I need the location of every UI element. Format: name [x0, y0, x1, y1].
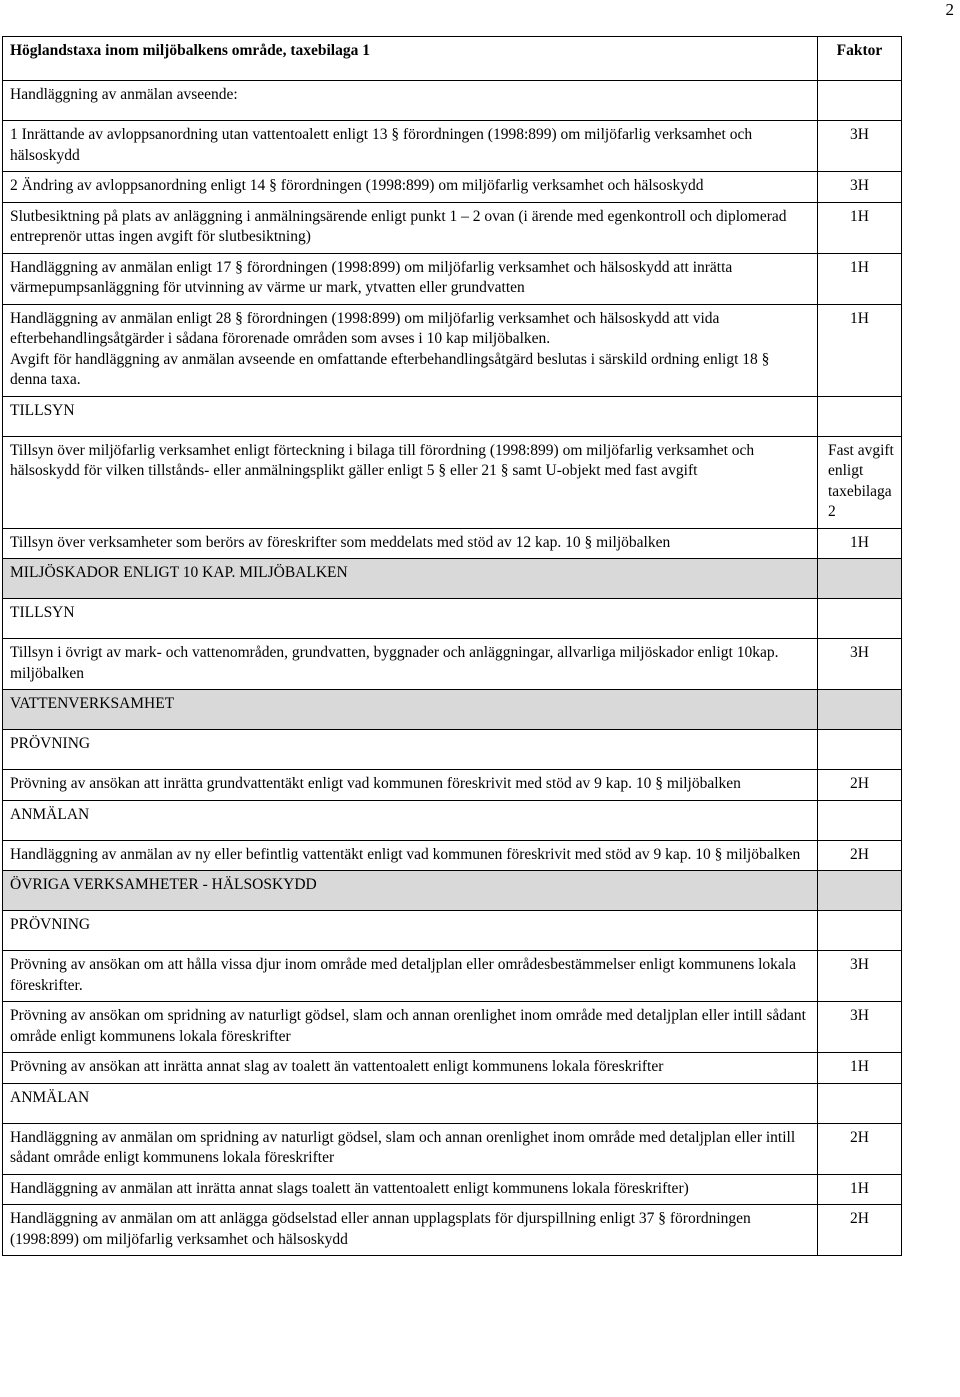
subheading-row: [3, 1083, 902, 1123]
table-row: [3, 1174, 902, 1205]
row-description: [3, 1205, 818, 1256]
row-factor: 3H: [818, 639, 902, 690]
row-text: ANMÄLAN: [10, 1088, 90, 1106]
section-heading: [3, 599, 818, 639]
section-heading: [3, 871, 818, 911]
row-text: Handläggning av anmälan av ny eller befintlig vattentäkt enligt vad kommunen föreskrivit med stöd av 9 kap. 10 § miljöbalken: [10, 845, 801, 863]
section-heading: [3, 911, 818, 951]
section-heading: [3, 690, 818, 730]
row-factor: [818, 81, 902, 121]
table-row: [3, 1205, 902, 1256]
subheading-row: [3, 599, 902, 639]
row-description: [3, 1174, 818, 1205]
fee-table-body: [3, 81, 902, 1256]
row-text: VATTENVERKSAMHET: [10, 695, 175, 712]
row-factor: 2H: [818, 840, 902, 871]
subheading-row: [3, 800, 902, 840]
section-heading-row: [3, 690, 902, 730]
row-text: Tillsyn över miljöfarlig verksamhet enligt förteckning i bilaga till förordning (1998:899) om miljöfarlig verksamhet och hälsoskydd för vilken tillstånds- eller anmälningsplikt gäller enligt 5 § eller 21 § samt U-objekt med fast avgift: [10, 441, 755, 479]
row-text: PRÖVNING: [10, 735, 91, 752]
section-heading-row: [3, 871, 902, 911]
fee-table: [2, 36, 902, 1256]
row-text: 2 Ändring av avloppsanordning enligt 14 § förordningen (1998:899) om miljöfarlig verksamhet och hälsoskydd: [10, 177, 704, 194]
row-text: ANMÄLAN: [10, 805, 90, 823]
row-description: [3, 202, 818, 253]
row-factor: [818, 800, 902, 840]
row-factor: [818, 871, 902, 911]
row-factor: [818, 559, 902, 599]
subheading-row: [3, 396, 902, 436]
row-text: Prövning av ansökan att inrätta grundvattentäkt enligt vad kommunen föreskrivit med stöd av 9 kap. 10 § miljöbalken: [10, 775, 741, 792]
table-row: [3, 202, 902, 253]
row-description: [3, 951, 818, 1002]
row-factor: [818, 690, 902, 730]
table-row: [3, 1002, 902, 1053]
section-heading: [3, 396, 818, 436]
row-description: [3, 121, 818, 172]
factor-column-header: Faktor: [818, 37, 902, 81]
row-note: Avgift för handläggning av anmälan avseende en omfattande efterbehandlingsåtgärd beslutas i särskild ordning enligt 18 § denna taxa.: [10, 350, 770, 388]
row-description: [3, 1123, 818, 1174]
row-text: Tillsyn över verksamheter som berörs av föreskrifter som meddelats med stöd av 12 kap. 10 § miljöbalken: [10, 533, 671, 551]
row-factor: 2H: [818, 1123, 902, 1174]
table-row: [3, 639, 902, 690]
row-description: [3, 770, 818, 801]
row-description: [3, 1002, 818, 1053]
row-text: Handläggning av anmälan om att anlägga gödselstad eller annan upplagsplats för djurspillning enligt 37 § förordningen (1998:899) om miljöfarlig verksamhet och hälsoskydd: [10, 1210, 751, 1248]
table-row: [3, 1123, 902, 1174]
row-factor: 2H: [818, 770, 902, 801]
section-heading: [3, 800, 818, 840]
subheading-row: [3, 911, 902, 951]
row-text: Prövning av ansökan om att hålla vissa djur inom område med detaljplan eller områdesbestämmelser enligt kommunens lokala föreskrifter.: [10, 956, 796, 994]
table-row: [3, 1053, 902, 1084]
row-factor: 3H: [818, 121, 902, 172]
row-factor: [818, 730, 902, 770]
section-heading: [3, 81, 818, 121]
section-heading-row: [3, 559, 902, 599]
row-text: Handläggning av anmälan att inrätta annat slags toalett än vattentoalett enligt kommunens lokala föreskrifter): [10, 1179, 689, 1197]
row-description: [3, 639, 818, 690]
row-factor: [818, 396, 902, 436]
table-row: [3, 121, 902, 172]
row-factor: 1H: [818, 1174, 902, 1205]
row-factor: [818, 1083, 902, 1123]
table-header-row: [3, 37, 902, 81]
row-description: [3, 840, 818, 871]
row-text: Handläggning av anmälan avseende:: [10, 86, 238, 103]
row-text: Handläggning av anmälan om spridning av naturligt gödsel, slam och annan orenlighet inom område med detaljplan eller intill sådant område enligt kommunens lokala föreskrifter: [10, 1128, 796, 1166]
page-number: 2: [945, 0, 954, 19]
row-description: [3, 1053, 818, 1084]
row-factor: 3H: [818, 172, 902, 203]
row-text: TILLSYN: [10, 401, 75, 419]
row-text: Handläggning av anmälan enligt 17 § förordningen (1998:899) om miljöfarlig verksamhet och hälsoskydd att inrätta värmepumpsanläggning för utvinning av värme ur mark, ytvatten eller grundvatten: [10, 258, 733, 296]
row-factor: [818, 911, 902, 951]
row-text: ÖVRIGA VERKSAMHETER - HÄLSOSKYDD: [10, 876, 317, 893]
row-text: Prövning av ansökan att inrätta annat slag av toalett än vattentoalett enligt kommunens lokala föreskrifter: [10, 1058, 664, 1075]
row-factor: 1H: [818, 304, 902, 396]
row-text: Prövning av ansökan om spridning av naturligt gödsel, slam och annan orenlighet inom område med detaljplan eller intill sådant område enligt kommunens lokala föreskrifter: [10, 1007, 806, 1045]
table-row: [3, 304, 902, 396]
row-factor: 1H: [818, 253, 902, 304]
row-factor: [818, 599, 902, 639]
row-text: TILLSYN: [10, 604, 75, 621]
table-row: [3, 172, 902, 203]
section-heading: [3, 1083, 818, 1123]
table-row: [3, 840, 902, 871]
row-factor: 1H: [818, 1053, 902, 1084]
section-heading: [3, 559, 818, 599]
row-description: [3, 528, 818, 559]
row-text: PRÖVNING: [10, 916, 91, 933]
row-description: [3, 304, 818, 396]
row-text: Slutbesiktning på plats av anläggning i anmälningsärende enligt punkt 1 – 2 ovan (i ärende med egenkontroll och diplomerad entreprenör uttas ingen avgift för slutbesiktning): [10, 207, 787, 245]
row-text: Handläggning av anmälan enligt 28 § förordningen (1998:899) om miljöfarlig verksamhet och hälsoskydd att vida efterbehandlingsåtgärder i sådana förorenade områden som avses i 10 kap miljöbalken.: [10, 309, 720, 347]
table-row: [3, 253, 902, 304]
row-text: Tillsyn i övrigt av mark- och vattenområden, grundvatten, byggnader och anläggningar, allvarliga miljöskador enligt 10kap. miljöbalken: [10, 644, 779, 682]
section-heading: [3, 730, 818, 770]
row-description: [3, 436, 818, 528]
row-factor: 1H: [818, 202, 902, 253]
table-row: [3, 951, 902, 1002]
table-row: [3, 770, 902, 801]
row-text: 1 Inrättande av avloppsanordning utan vattentoalett enligt 13 § förordningen (1998:899) om miljöfarlig verksamhet och hälsoskydd: [10, 126, 753, 164]
subheading-row: [3, 81, 902, 121]
row-description: [3, 253, 818, 304]
row-description: [3, 172, 818, 203]
subheading-row: [3, 730, 902, 770]
row-factor: 3H: [818, 1002, 902, 1053]
row-factor: 1H: [818, 528, 902, 559]
table-row: [3, 436, 902, 528]
row-factor: Fast avgift enligt taxebilaga 2: [818, 436, 902, 528]
row-factor: 2H: [818, 1205, 902, 1256]
row-text: MILJÖSKADOR ENLIGT 10 KAP. MILJÖBALKEN: [10, 564, 348, 581]
table-row: [3, 528, 902, 559]
row-factor: 3H: [818, 951, 902, 1002]
table-title: Höglandstaxa inom miljöbalkens område, taxebilaga 1: [3, 37, 818, 81]
